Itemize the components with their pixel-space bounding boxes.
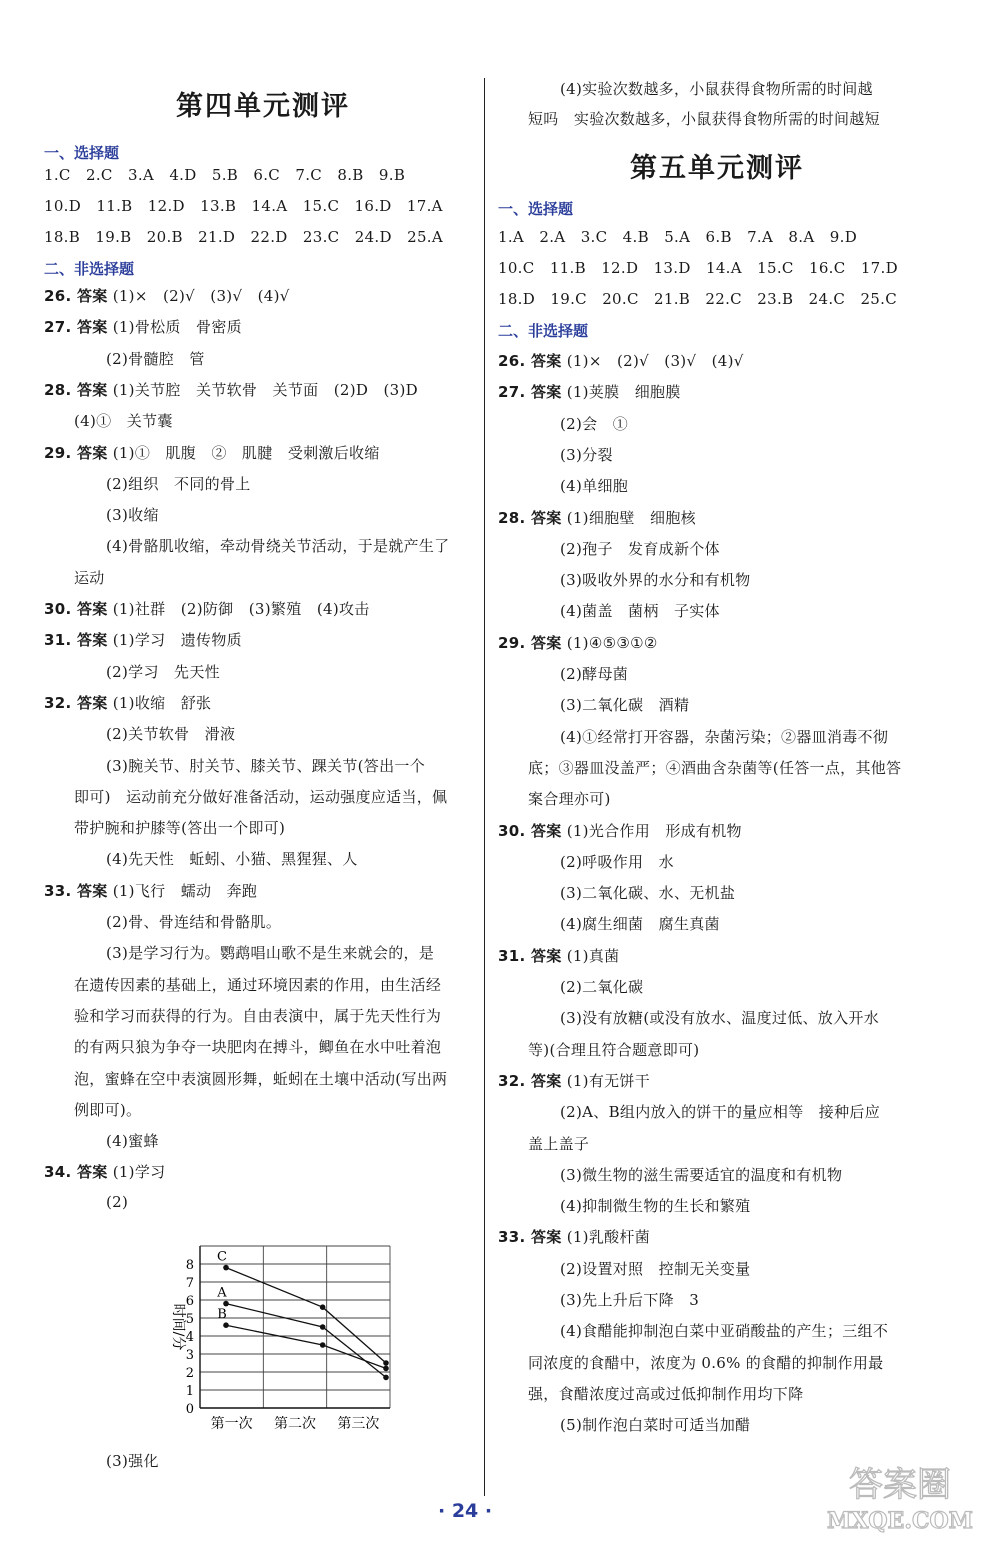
answer-line bbox=[106, 348, 205, 369]
answer-text: (2)酵母菌 bbox=[560, 665, 629, 683]
answer-line bbox=[560, 1007, 879, 1028]
data-point bbox=[223, 1322, 229, 1328]
choice-answers-row: 10.C 11.B 12.D 13.D 14.A 15.C 16.C 17.D bbox=[498, 259, 898, 277]
question-label: 27. 答案 bbox=[498, 383, 562, 402]
data-point bbox=[383, 1366, 389, 1372]
y-tick-label: 6 bbox=[185, 1294, 194, 1309]
answer-text: (3)收缩 bbox=[106, 506, 159, 525]
answer-line bbox=[560, 882, 735, 903]
choice-answers-row: 18.B 19.B 20.B 21.D 22.D 23.C 24.D 25.A bbox=[44, 228, 443, 246]
answer-line bbox=[528, 1383, 803, 1404]
data-point bbox=[320, 1324, 326, 1330]
question-label: 26. 答案 bbox=[498, 352, 562, 370]
answer-line bbox=[44, 442, 380, 463]
answer-text: (2)设置对照 控制无关变量 bbox=[560, 1259, 751, 1278]
answer-text: (3)是学习行为。鹦鹉唱山歌不是生来就会的，是 bbox=[106, 944, 435, 963]
answer-line bbox=[106, 942, 434, 963]
answer-text: 在遗传因素的基础上，通过环境因素的作用，由生活经 bbox=[74, 975, 442, 994]
answer-line bbox=[560, 413, 628, 434]
question-label: 32. 答案 bbox=[498, 1071, 562, 1090]
answer-text: 泡，蜜蜂在空中表演圆形舞，蚯蚓在土壤中活动(写出两 bbox=[74, 1069, 448, 1088]
answer-line bbox=[498, 1226, 650, 1247]
answer-text: (1)× (2)√ (3)√ (4)√ bbox=[112, 287, 290, 305]
answer-text: (4)抑制微生物的生长和繁殖 bbox=[560, 1197, 751, 1216]
answer-line bbox=[498, 507, 696, 528]
answer-line bbox=[106, 473, 251, 494]
answer-text: (1)社群 (2)防御 (3)繁殖 (4)攻击 bbox=[112, 600, 370, 618]
answer-line bbox=[106, 504, 159, 525]
answer-line bbox=[528, 1352, 883, 1373]
question-label: 28. 答案 bbox=[44, 380, 108, 399]
choice-answers-row: 1.A 2.A 3.C 4.B 5.A 6.B 7.A 8.A 9.D bbox=[498, 228, 858, 246]
watermark-logo bbox=[826, 1460, 974, 1536]
answer-text: 案合理亦可) bbox=[528, 790, 611, 809]
answer-text: (2) bbox=[106, 1192, 129, 1211]
answer-text: (4)食醋能抑制泡白菜中亚硝酸盐的产生；三组不 bbox=[560, 1322, 889, 1341]
question-label: 32. 答案 bbox=[44, 693, 108, 712]
answer-text: (1)学习 遗传物质 bbox=[112, 631, 242, 650]
answer-line bbox=[560, 1414, 750, 1435]
answer-line bbox=[560, 1195, 750, 1216]
answer-line bbox=[44, 692, 211, 713]
question-label: 33. 答案 bbox=[44, 881, 108, 900]
answer-line bbox=[560, 663, 628, 684]
question-label: 29. 答案 bbox=[44, 443, 108, 462]
answer-line bbox=[498, 381, 681, 402]
answer-line bbox=[44, 285, 290, 306]
answer-line bbox=[106, 755, 425, 776]
question-label: 28. 答案 bbox=[498, 508, 562, 527]
page-number: · 24 · bbox=[438, 1500, 493, 1522]
question-label: 31. 答案 bbox=[498, 946, 562, 965]
answer-line bbox=[74, 567, 105, 588]
answer-text: (1)真菌 bbox=[566, 946, 620, 965]
answer-text: (2)会 ① bbox=[560, 414, 629, 433]
y-tick-label: 4 bbox=[185, 1330, 194, 1345]
answer-text: 同浓度的食醋中，浓度为 0.6% 的食醋的抑制作用最 bbox=[528, 1353, 884, 1372]
answer-text: (1)④⑤③①② bbox=[566, 633, 658, 652]
answer-line bbox=[74, 974, 441, 995]
section-heading: 二、非选择题 bbox=[44, 260, 135, 278]
choice-answers-row: 18.D 19.C 20.C 21.B 22.C 23.B 24.C 25.C bbox=[498, 290, 897, 308]
question-label: 34. 答案 bbox=[44, 1163, 108, 1182]
answer-line bbox=[74, 1068, 447, 1089]
answer-text: (4)① 关节囊 bbox=[74, 412, 173, 431]
question-label: 27. 答案 bbox=[44, 318, 108, 337]
answer-text: (4)骨骼肌收缩，牵动骨绕关节活动，于是就产生了 bbox=[106, 537, 450, 556]
answer-line bbox=[560, 1164, 842, 1185]
y-tick-label: 7 bbox=[185, 1276, 194, 1291]
y-tick-label: 8 bbox=[185, 1258, 194, 1273]
data-point bbox=[320, 1342, 326, 1348]
answer-text: (1)有无饼干 bbox=[566, 1071, 651, 1090]
answer-text: (1)飞行 蠕动 奔跑 bbox=[112, 881, 258, 900]
y-tick-label: 0 bbox=[185, 1402, 194, 1417]
answer-line bbox=[74, 817, 285, 838]
answer-line bbox=[528, 788, 611, 809]
answer-line bbox=[560, 851, 674, 872]
answer-line bbox=[106, 848, 358, 869]
answer-line bbox=[560, 475, 628, 496]
answer-line bbox=[560, 444, 613, 465]
answer-text: (1)收缩 舒张 bbox=[112, 693, 212, 712]
answer-text: 等)(合理且符合题意即可) bbox=[528, 1040, 700, 1059]
y-tick-label: 3 bbox=[185, 1348, 194, 1363]
line-chart bbox=[160, 1228, 400, 1438]
answer-line bbox=[44, 1161, 165, 1182]
x-tick-label: 第三次 bbox=[337, 1416, 380, 1432]
section-heading: 二、非选择题 bbox=[498, 322, 589, 340]
answer-text: (4)蜜蜂 bbox=[106, 1132, 159, 1151]
answer-line: (4)实验次数越多，小鼠获得食物所需的时间越 bbox=[560, 80, 873, 98]
answer-line bbox=[528, 1133, 589, 1154]
answer-text: (2)A、B组内放入的饼干的量应相等 接种后应 bbox=[560, 1103, 881, 1122]
answer-line bbox=[560, 726, 888, 747]
answer-line bbox=[528, 757, 901, 778]
answer-text: (1)关节腔 关节软骨 关节面 (2)D (3)D bbox=[112, 380, 418, 399]
watermark-bottom: MXQE.COM bbox=[826, 1508, 974, 1534]
answer-text: (2)呼吸作用 水 bbox=[560, 852, 674, 871]
answer-text: 验和学习而获得的行为。自由表演中，属于先天性行为 bbox=[74, 1006, 442, 1025]
answer-line bbox=[106, 911, 281, 932]
answer-text: 底；③器皿没盖严；④酒曲含杂菌等(任答一点，其他答 bbox=[528, 758, 902, 777]
answer-line bbox=[106, 1193, 128, 1211]
answer-text: (2)二氧化碳 bbox=[560, 978, 644, 996]
series-label: A bbox=[217, 1285, 227, 1301]
answer-text: (3)先上升后下降 3 bbox=[560, 1291, 700, 1309]
answer-line bbox=[560, 1289, 699, 1310]
answer-line bbox=[44, 379, 418, 400]
series-line bbox=[226, 1325, 386, 1368]
data-point bbox=[223, 1301, 229, 1307]
answer-text: (2)组织 不同的骨上 bbox=[106, 474, 251, 493]
answer-line bbox=[44, 316, 242, 337]
answer-text: (4)腐生细菌 腐生真菌 bbox=[560, 915, 720, 934]
answer-text: 即可) 运动前充分做好准备活动，运动强度应适当，佩 bbox=[74, 787, 448, 806]
answer-line bbox=[498, 820, 742, 841]
answer-text: (3)微生物的滋生需要适宜的温度和有机物 bbox=[560, 1165, 843, 1184]
answer-text: (5)制作泡白菜时可适当加醋 bbox=[560, 1416, 751, 1435]
y-axis-label: 时间/分 bbox=[170, 1303, 186, 1351]
x-tick-label: 第一次 bbox=[210, 1416, 253, 1432]
answer-line bbox=[560, 976, 643, 997]
answer-line bbox=[498, 632, 658, 653]
answer-text: (2)学习 先天性 bbox=[106, 662, 220, 681]
answer-text: (1)荚膜 细胞膜 bbox=[566, 383, 681, 402]
y-tick-label: 5 bbox=[185, 1312, 194, 1327]
answer-text: (1)① 肌腹 ② 肌腱 受刺激后收缩 bbox=[112, 443, 380, 462]
answer-line bbox=[560, 538, 720, 559]
answer-text: (3)二氧化碳 酒精 bbox=[560, 696, 690, 715]
series-label: B bbox=[217, 1307, 227, 1323]
data-point bbox=[383, 1375, 389, 1381]
answer-text: (1)学习 bbox=[112, 1163, 166, 1182]
column-divider bbox=[484, 78, 485, 1496]
answer-line bbox=[106, 723, 235, 744]
answer-text: 盖上盖子 bbox=[528, 1134, 590, 1153]
answer-line bbox=[560, 1101, 880, 1122]
question-label: 30. 答案 bbox=[44, 600, 108, 618]
answer-line bbox=[44, 598, 370, 619]
answer-text: (4)菌盖 菌柄 子实体 bbox=[560, 602, 720, 621]
series-label: C bbox=[217, 1249, 227, 1265]
question-label: 30. 答案 bbox=[498, 821, 562, 840]
unit-title: 第四单元测评 bbox=[176, 91, 350, 122]
answer-line: 短吗 实验次数越多，小鼠获得食物所需的时间越短 bbox=[528, 110, 880, 128]
answer-text: (1)× (2)√ (3)√ (4)√ bbox=[566, 352, 744, 370]
question-label: 29. 答案 bbox=[498, 633, 562, 652]
answer-text: 例即可)。 bbox=[74, 1100, 142, 1119]
question-label: 33. 答案 bbox=[498, 1228, 562, 1247]
answer-text: 带护腕和护膝等(答出一个即可) bbox=[74, 819, 286, 838]
unit-title: 第五单元测评 bbox=[630, 153, 804, 184]
answer-line bbox=[560, 694, 689, 715]
section-heading: 一、选择题 bbox=[498, 200, 574, 218]
answer-text: (4)单细胞 bbox=[560, 477, 629, 496]
answer-text: 强，食醋浓度过高或过低抑制作用均下降 bbox=[528, 1384, 804, 1403]
answer-line bbox=[106, 535, 449, 556]
choice-answers-row: 1.C 2.C 3.A 4.D 5.B 6.C 7.C 8.B 9.B bbox=[44, 166, 406, 184]
answer-text: (1)细胞壁 细胞核 bbox=[566, 508, 696, 527]
answer-text: (2)关节软骨 滑液 bbox=[106, 725, 236, 744]
answer-line bbox=[560, 1320, 888, 1341]
answer-line bbox=[74, 1005, 441, 1026]
choice-answers-row: 10.D 11.B 12.D 13.B 14.A 15.C 16.D 17.A bbox=[44, 197, 443, 215]
watermark-top: 答案圈 bbox=[849, 1465, 951, 1505]
answer-text: (1)光合作用 形成有机物 bbox=[566, 821, 742, 840]
answer-text: (1)骨松质 骨密质 bbox=[112, 318, 242, 337]
y-tick-label: 1 bbox=[185, 1384, 194, 1399]
answer-text: (3)没有放糖(或没有放水、温度过低、放入开水 bbox=[560, 1009, 880, 1028]
answer-line bbox=[528, 1039, 699, 1060]
answer-line bbox=[560, 1258, 750, 1279]
answer-text: (4)先天性 蚯蚓、小猫、黑猩猩、人 bbox=[106, 850, 358, 869]
answer-line bbox=[498, 1070, 650, 1091]
answer-text: (3)吸收外界的水分和有机物 bbox=[560, 571, 751, 590]
answer-line bbox=[560, 913, 720, 934]
answer-line bbox=[498, 945, 619, 966]
y-tick-label: 2 bbox=[185, 1366, 194, 1381]
answer-text: (1)乳酸杆菌 bbox=[566, 1228, 651, 1247]
answer-line bbox=[106, 1130, 159, 1151]
answer-text: (3)二氧化碳、水、无机盐 bbox=[560, 884, 736, 903]
answer-text: (2)骨、骨连结和骨骼肌。 bbox=[106, 913, 282, 931]
answer-line bbox=[498, 350, 744, 371]
answer-line bbox=[74, 410, 173, 431]
data-point bbox=[383, 1360, 389, 1366]
answer-text: (2)孢子 发育成新个体 bbox=[560, 539, 720, 558]
data-point bbox=[320, 1304, 326, 1310]
data-point bbox=[223, 1265, 229, 1271]
answer-line bbox=[74, 786, 447, 807]
answer-line: (3)强化 bbox=[106, 1452, 159, 1470]
answer-text: (3)腕关节、肘关节、膝关节、踝关节(答出一个 bbox=[106, 756, 426, 775]
x-tick-label: 第二次 bbox=[274, 1416, 316, 1432]
question-label: 31. 答案 bbox=[44, 631, 108, 650]
answer-text: (2)骨髓腔 管 bbox=[106, 349, 205, 368]
series-line bbox=[226, 1304, 386, 1378]
answer-line bbox=[560, 600, 720, 621]
answer-text: 运动 bbox=[74, 568, 105, 587]
answer-line bbox=[106, 661, 220, 682]
question-label: 26. 答案 bbox=[44, 287, 108, 305]
answer-line bbox=[44, 880, 257, 901]
answer-text: (4)①经常打开容器，杂菌污染；②器皿消毒不彻 bbox=[560, 727, 889, 746]
answer-line bbox=[560, 569, 750, 590]
answer-line bbox=[74, 1099, 141, 1120]
answer-line bbox=[44, 629, 242, 650]
answer-text: (3)分裂 bbox=[560, 445, 613, 464]
section-heading: 一、选择题 bbox=[44, 144, 120, 162]
answer-line bbox=[74, 1036, 441, 1057]
answer-text: 的有两只狼为争夺一块肥肉在搏斗，鲫鱼在水中吐着泡 bbox=[74, 1038, 442, 1057]
